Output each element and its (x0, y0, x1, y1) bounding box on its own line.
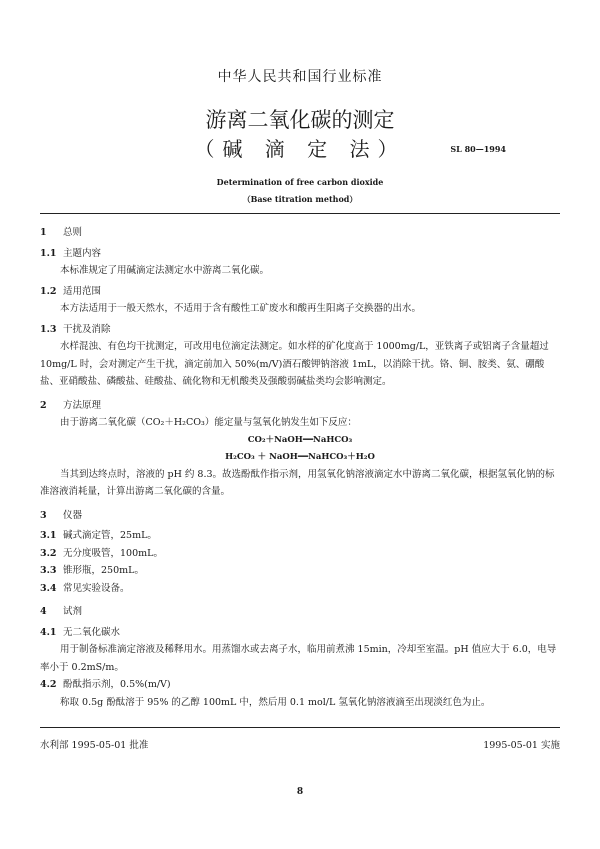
list-item (40, 545, 560, 563)
top-rule (40, 213, 560, 214)
section-1-1 (40, 245, 560, 263)
item-number: 3.2 (40, 547, 57, 559)
equation-1: CO₂＋NaOH━━NaHCO₃ (247, 434, 353, 445)
subsection-number: 4.1 (40, 626, 57, 638)
list-item (40, 527, 560, 545)
subsection-number: 1.1 (40, 247, 57, 259)
section-1-2 (40, 283, 560, 301)
item-number: 3.3 (40, 565, 57, 576)
equation-2: H₂CO₃ ＋ NaOH━━NaHCO₃＋H₂O (225, 451, 375, 462)
section-number: 4 (40, 606, 47, 617)
section-4 (40, 603, 560, 621)
section-3 (40, 507, 560, 525)
section-4-1 (40, 624, 560, 642)
paragraph: 称取 0.5g 酚酞溶于 95% 的乙醇 100mL 中，然后用 0.1 mol/L 氢氧化钠溶液滴至出现淡红色为止。 (60, 696, 491, 708)
subsection-number: 4.2 (40, 679, 57, 690)
item-text: 常见实验设备。 (63, 582, 130, 594)
item-text: 锥形瓶，250mL。 (63, 565, 144, 576)
subsection-title: 无二氧化碳水 (63, 626, 121, 638)
section-number: 2 (40, 399, 47, 411)
section-title: 总则 (63, 227, 83, 238)
standard-title: 游离二氧化碳的测定 (205, 108, 395, 132)
bottom-rule (40, 727, 560, 728)
section-title: 方法原理 (63, 399, 102, 411)
section-1-3 (40, 321, 560, 339)
subsection-title: 干扰及消除 (63, 323, 111, 335)
english-method: （Base titration method） (242, 194, 358, 204)
section-4-2 (40, 676, 560, 694)
list-item (40, 580, 560, 598)
english-title: Determination of free carbon dioxide (216, 177, 384, 187)
section-1 (40, 224, 560, 242)
item-number: 3.4 (40, 582, 57, 594)
document-body (40, 224, 560, 711)
subsection-number: 1.3 (40, 323, 57, 335)
issuing-authority: 中华人民共和国行业标准 (217, 69, 383, 85)
effective-date: 1995-05-01 实施 (483, 740, 560, 751)
item-text: 无分度吸管，100mL。 (63, 547, 163, 559)
standard-method: （碱 滴 定 法） (194, 137, 406, 161)
section-title: 仪器 (63, 509, 83, 521)
paragraph: 本方法适用于一般天然水，不适用于含有酸性工矿废水和酸再生阳离子交换器的出水。 (60, 303, 422, 314)
subsection-title: 适用范围 (63, 285, 102, 297)
list-item (40, 562, 560, 580)
item-number: 3.1 (40, 530, 57, 541)
paragraph: 本标准规定了用碱滴定法测定水中游离二氧化碳。 (60, 265, 270, 276)
paragraph: 由于游离二氧化碳（CO₂＋H₂CO₃）能定量与氢氧化钠发生如下反应： (60, 417, 357, 428)
paragraph: 水样混浊、有色均干扰测定，可改用电位滴定法测定。如水样的矿化度高于 1000mg/L，亚铁离子或铝离子含量超过 10mg/L 时，会对测定产生干扰，滴定前加入 50%(m/V)酒石酸钾钠溶液 1mL，以消除干扰。铬、铜、胺类、氨、硼酸盐、亚硝酸盐、磷酸盐、硅酸盐、硫化物和无机酸类及强酸弱碱盐类均会影响测定。 (40, 341, 549, 387)
standard-number: SL 80—1994 (450, 144, 506, 154)
subsection-title: 酚酞指示剂，0.5%(m/V) (63, 679, 171, 690)
section-number: 3 (40, 509, 47, 521)
subsection-number: 1.2 (40, 285, 57, 297)
approval-date: 水利部 1995-05-01 批准 (40, 740, 149, 751)
item-text: 碱式滴定管，25mL。 (63, 530, 157, 541)
section-title: 试剂 (63, 606, 83, 617)
page-number: 8 (296, 787, 304, 797)
paragraph: 用于制备标准滴定溶液及稀释用水。用蒸馏水或去离子水，临用前煮沸 15min，冷却至室温。pH 值应大于 6.0，电导率小于 0.2mS/m。 (40, 644, 557, 673)
section-2 (40, 397, 560, 415)
section-number: 1 (40, 227, 47, 238)
paragraph: 当其到达终点时，溶液的 pH 约 8.3。故选酚酞作指示剂，用氢氧化钠溶液滴定水中游离二氧化碳，根据氢氧化钠的标准溶液消耗量，计算出游离二氧化碳的含量。 (40, 468, 555, 497)
subsection-title: 主题内容 (63, 247, 102, 259)
